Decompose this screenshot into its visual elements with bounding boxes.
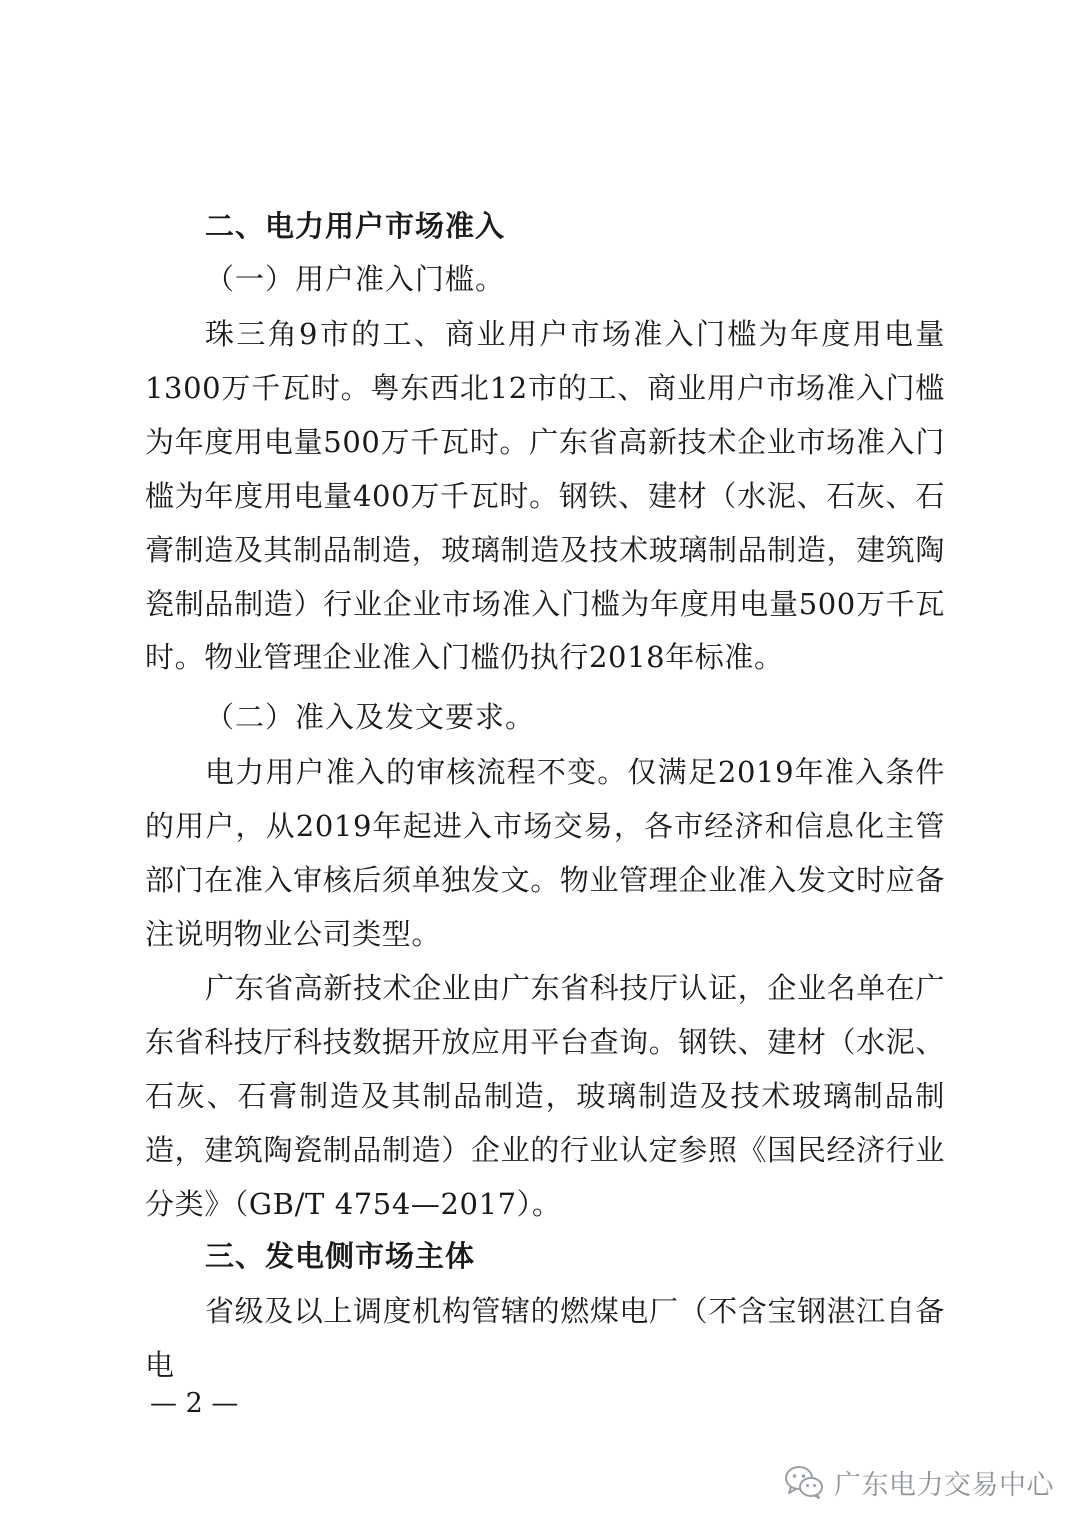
item-title-access-requirements: （二）准入及发文要求。 xyxy=(205,700,536,734)
paragraph-threshold: 珠三角9市的工、商业用户市场准入门槛为年度用电量1300万千瓦时。粤东西北12市的工、商业用户市场准入门槛为年度用电量500万千瓦时。广东省高新技术企业市场准入门槛为年度用电量400万千瓦时。钢铁、建材（水泥、石灰、石膏制造及其制品制造，玻璃制造及技术玻璃制品制造，建筑陶瓷制品制造）行业企业市场准入门槛为年度用电量500万千瓦时。物业管理企业准入门槛仍执行2018年标准。 xyxy=(145,317,945,675)
watermark-text: 广东电力交易中心 xyxy=(834,1469,1054,1501)
watermark xyxy=(784,1460,1054,1504)
page-number: — 2 — xyxy=(150,1388,239,1419)
paragraph-generation: 省级及以上调度机构管辖的燃煤电厂（不含宝钢湛江自备电 xyxy=(145,1294,946,1382)
paragraph-review-process: 电力用户准入的审核流程不变。仅满足2019年准入条件的用户，从2019年起进入市场交易，各市经济和信息化主管部门在准入审核后须单独发文。物业管理企业准入发文时应备注说明物业公司类型。 xyxy=(145,755,945,951)
section-heading-user-access: 二、电力用户市场准入 xyxy=(205,209,506,243)
section-heading-generation-side: 三、发电侧市场主体 xyxy=(205,1239,476,1273)
wechat-icon xyxy=(784,1464,824,1500)
paragraph-certification: 广东省高新技术企业由广东省科技厅认证，企业名单在广东省科技厅科技数据开放应用平台查询。钢铁、建材（水泥、石灰、石膏制造及其制品制造，玻璃制造及技术玻璃制品制造，建筑陶瓷制品制造）企业的行业认定参照《国民经济行业分类》（GB/T 4754—2017）。 xyxy=(145,971,946,1221)
item-title-user-threshold: （一）用户准入门槛。 xyxy=(205,262,506,296)
